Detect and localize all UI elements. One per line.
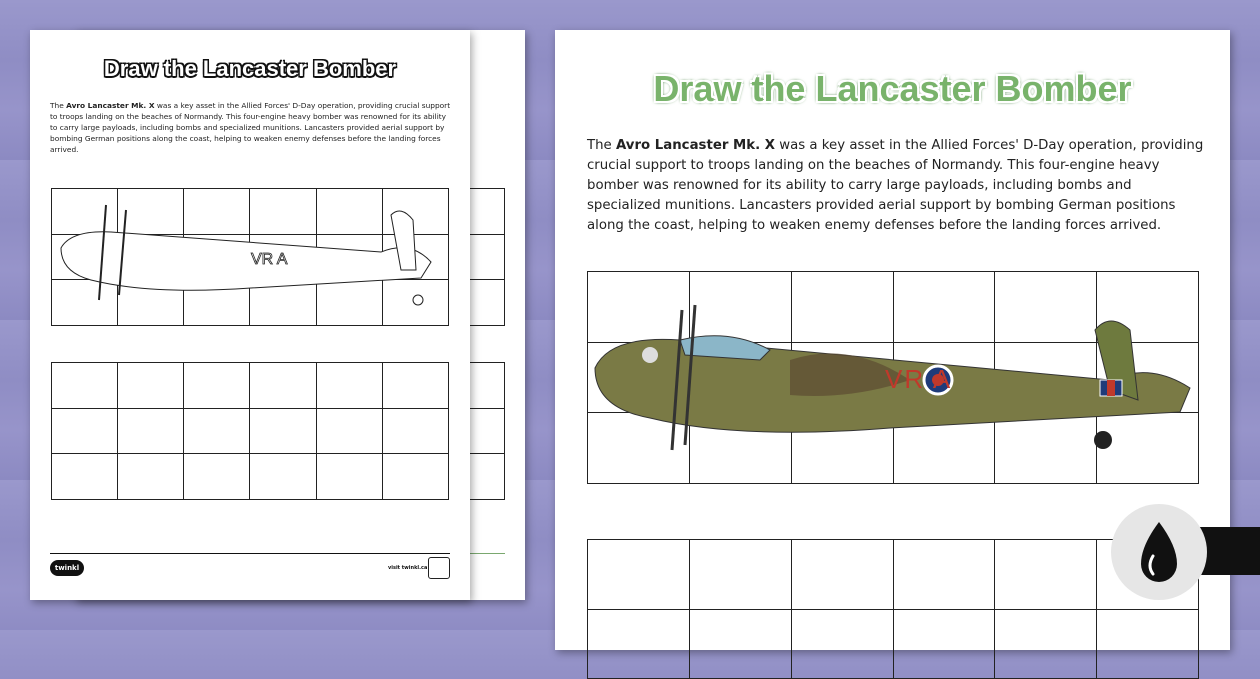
intro-paragraph: The Avro Lancaster Mk. X was a key asset in the Allied Forces' D-Day operation, providing crucial support to troops landing on the beaches of Normandy. This four-engine heavy bomber was renowned for its ability to carry large payloads, including bombs and specialized munitions. Lancasters provided aerial support by bombing German positions along the coast, helping to weaken enemy defenses before the landing forces arrived. [50,101,451,154]
worksheet-title-large: Draw the Lancaster Bomber [653,68,1132,109]
drawing-grid-blank [51,362,449,500]
plane-marking-large: VR A [885,364,953,394]
lancaster-color-illustration [590,300,1200,460]
plane-marking: VR A [251,251,288,268]
ink-saver-badge [1111,504,1207,600]
twinkl-logo: twinkl [50,560,84,576]
ink-drop-icon [1111,504,1207,600]
lancaster-outline-illustration [51,200,451,310]
quality-badge-icon [428,557,450,579]
left-worksheet-page [30,30,470,600]
footer-link[interactable]: visit twinkl.ca [388,565,428,571]
worksheet-title: Draw the Lancaster Bomber [103,56,397,81]
drawing-grid-blank-large [587,539,1199,679]
intro-paragraph-large: The Avro Lancaster Mk. X was a key asset in the Allied Forces' D-Day operation, providing crucial support to troops landing on the beaches of Normandy. This four-engine heavy bomber was renowned for its ability to carry large payloads, including bombs and specialized munitions. Lancasters provided aerial support by bombing German positions along the coast, helping to weaken enemy defenses before the landing forces arrived. [587,138,1204,233]
footer-line [50,553,450,554]
